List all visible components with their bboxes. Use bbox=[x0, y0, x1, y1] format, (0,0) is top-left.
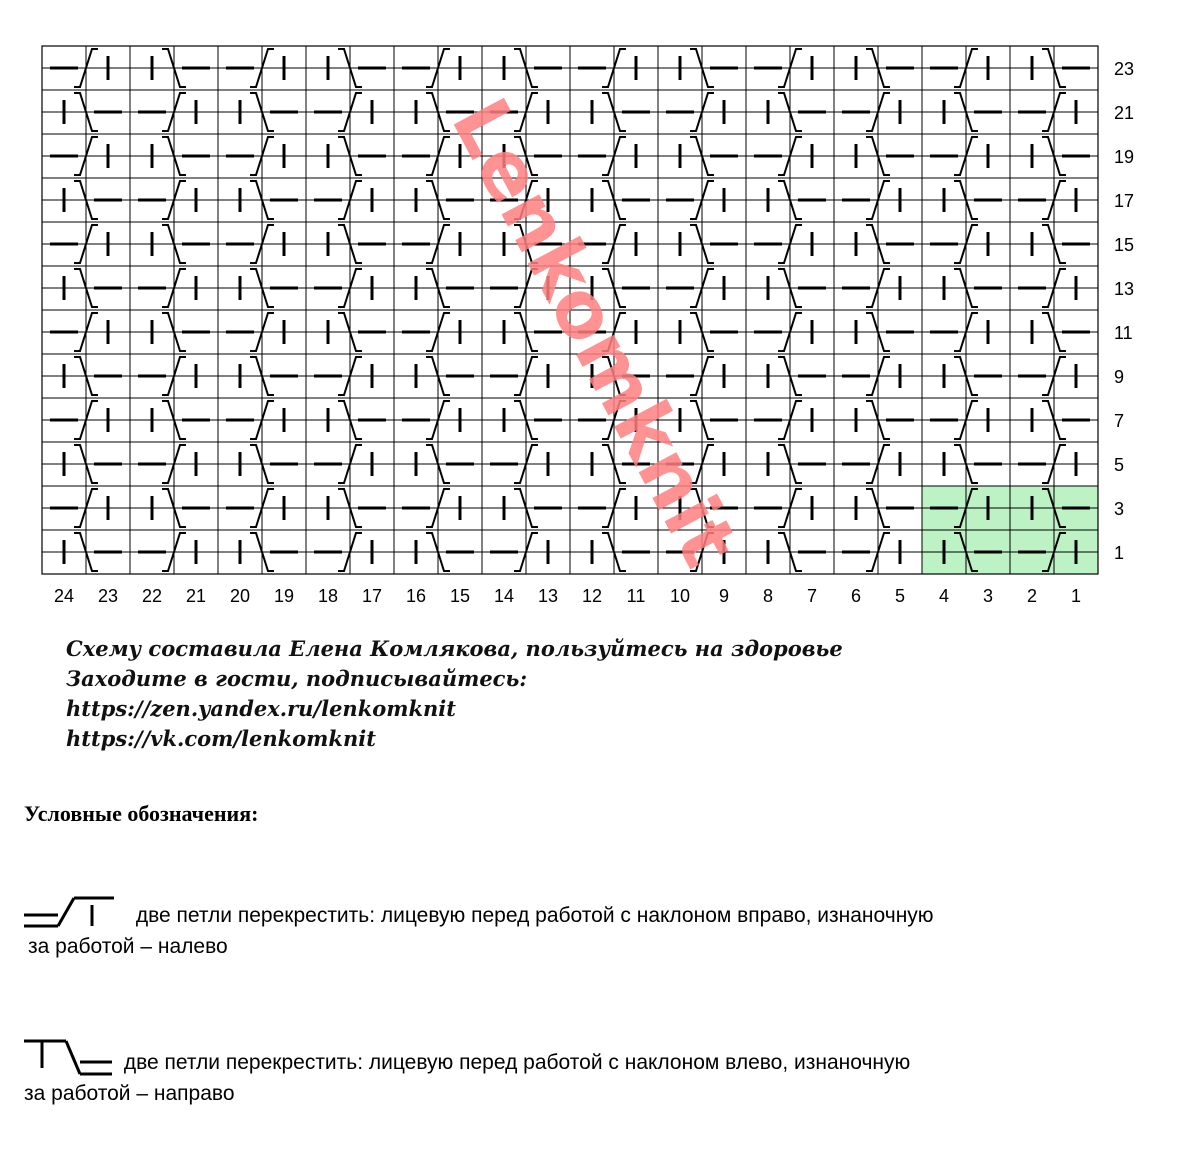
column-label: 21 bbox=[185, 586, 207, 606]
column-label: 17 bbox=[361, 586, 383, 606]
credits-link-zen[interactable]: https://zen.yandex.ru/lenkomknit bbox=[66, 696, 456, 721]
column-label: 5 bbox=[894, 586, 906, 606]
legend-item-cross-left bbox=[24, 1036, 910, 1109]
column-label: 11 bbox=[626, 586, 646, 606]
column-label: 18 bbox=[317, 586, 339, 606]
legend-item-text-line1: две петли перекрестить: лицевую перед работой с наклоном влево, изнаночную bbox=[123, 1051, 911, 1074]
row-label: 11 bbox=[1114, 323, 1133, 343]
column-label: 15 bbox=[449, 586, 471, 606]
credits-line-invite: Заходите в гости, подписывайтесь: bbox=[66, 666, 528, 691]
column-label: 20 bbox=[229, 586, 251, 606]
column-label: 7 bbox=[806, 586, 818, 606]
watermark-text: Lenkomknit bbox=[433, 84, 755, 582]
column-label: 16 bbox=[405, 586, 427, 606]
column-label: 22 bbox=[141, 586, 163, 606]
column-label: 2 bbox=[1026, 586, 1038, 606]
row-label: 23 bbox=[1114, 59, 1135, 79]
column-label: 24 bbox=[53, 586, 75, 606]
row-label: 17 bbox=[1114, 191, 1135, 211]
cross-left-symbol-icon bbox=[24, 1036, 114, 1078]
column-label: 4 bbox=[938, 586, 950, 606]
row-label: 5 bbox=[1114, 455, 1125, 475]
legend-item-text-line2: за работой – налево bbox=[28, 935, 228, 958]
row-label: 21 bbox=[1114, 103, 1135, 123]
row-label: 7 bbox=[1114, 411, 1125, 431]
credits bbox=[66, 634, 843, 754]
column-label: 19 bbox=[273, 586, 295, 606]
legend-item-cross-right bbox=[24, 895, 934, 962]
credits-link-vk[interactable]: https://vk.com/lenkomknit bbox=[66, 726, 376, 751]
column-label: 9 bbox=[718, 586, 730, 606]
row-label: 3 bbox=[1114, 499, 1125, 519]
row-label: 1 bbox=[1114, 543, 1125, 563]
row-label: 9 bbox=[1114, 367, 1125, 387]
column-label: 3 bbox=[982, 586, 994, 606]
credits-line-author: Схему составила Елена Комлякова, пользуйтесь на здоровье bbox=[66, 636, 843, 661]
column-label: 12 bbox=[581, 586, 603, 606]
legend-title: Условные обозначения: bbox=[24, 801, 259, 826]
column-label: 1 bbox=[1070, 586, 1082, 606]
row-labels bbox=[1114, 59, 1134, 563]
column-labels bbox=[54, 586, 1081, 606]
legend-item-text-line2: за работой – направо bbox=[24, 1082, 235, 1105]
column-label: 6 bbox=[850, 586, 862, 606]
row-label: 15 bbox=[1114, 235, 1135, 255]
row-label: 19 bbox=[1114, 147, 1135, 167]
cross-right-symbol-icon bbox=[24, 895, 116, 931]
column-label: 8 bbox=[762, 586, 774, 606]
column-label: 13 bbox=[537, 586, 559, 606]
row-label: 13 bbox=[1114, 279, 1135, 299]
column-label: 14 bbox=[493, 586, 515, 606]
column-label: 23 bbox=[97, 586, 119, 606]
column-label: 10 bbox=[669, 586, 691, 606]
legend-item-text-line1: две петли перекрестить: лицевую перед работой с наклоном вправо, изнаночную bbox=[135, 904, 934, 927]
